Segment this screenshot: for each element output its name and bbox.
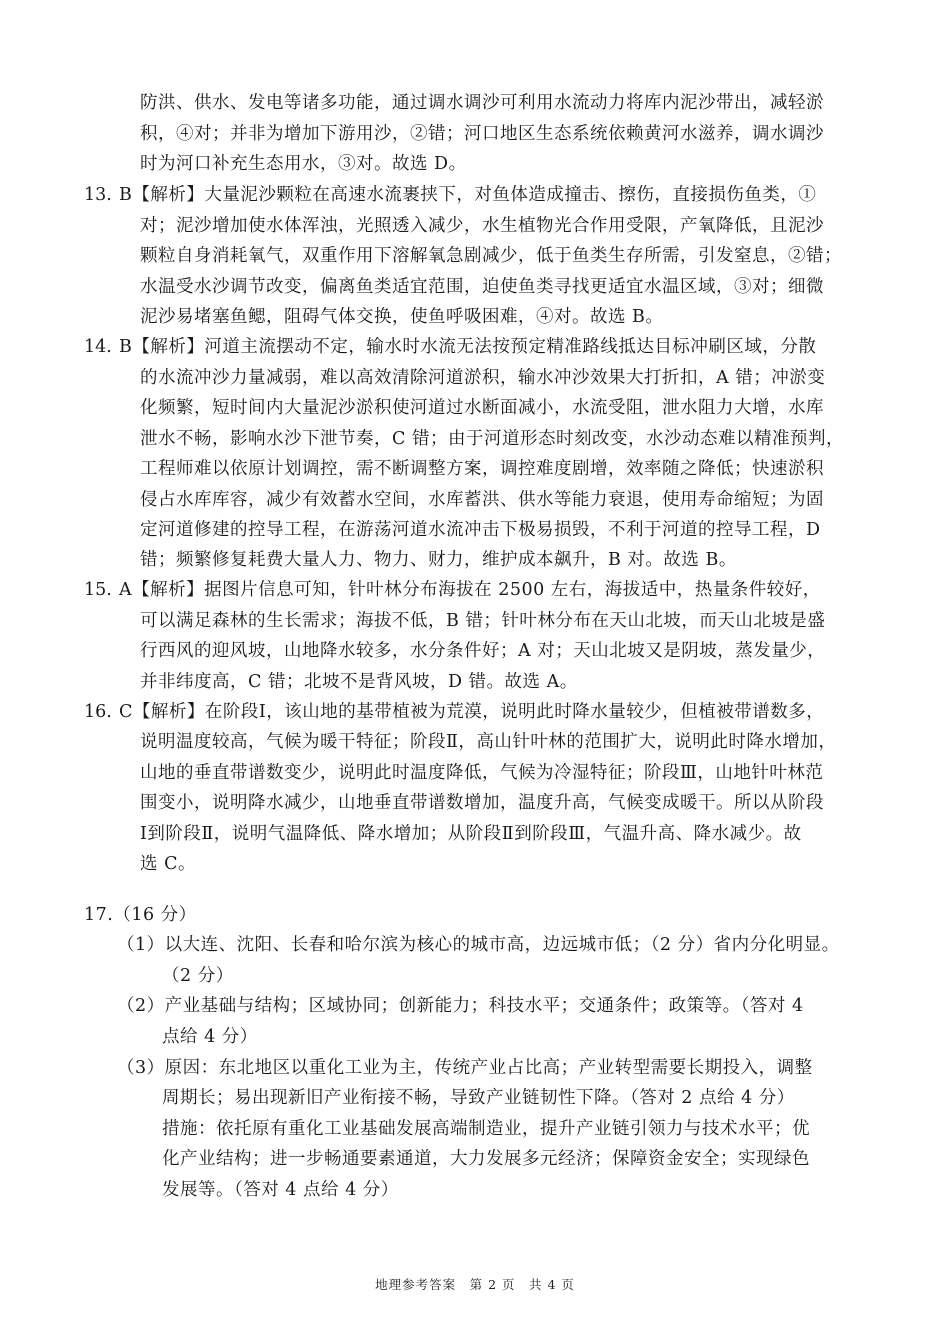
q17-part1-line-1: （1）以大连、沈阳、长春和哈尔滨为核心的城市高，边远城市低；（2 分）省内分化明显。: [117, 935, 840, 955]
q14-line-1: B【解析】河道主流摆动不定，输水时水流无法按预定精准路线抵达目标冲刷区域，分散: [119, 337, 817, 357]
q13-line-2: 对；泥沙增加使水体浑浊，光照透入减少，水生植物光合作用受限，产氧降低，且泥沙: [140, 216, 824, 236]
q13-line-3: 颗粒自身消耗氧气，双重作用下溶解氧急剧减少，低于鱼类生存所需，引发窒息，②错；: [140, 246, 842, 266]
q15-line-3: 行西风的迎风坡，山地降水较多，水分条件好；A 对；天山北坡又是阴坡，蒸发量少，: [140, 641, 826, 661]
q17-part1-line-2: （2 分）: [162, 966, 234, 986]
q14-line-8: 错；频繁修复耗费大量人力、物力、财力，维护成本飙升，B 对。故选 B。: [140, 550, 737, 570]
q14-line-4: 泄水不畅，影响水沙下泄节奏，C 错；由于河道形态时刻改变，水沙动态难以精准预判，: [140, 429, 844, 449]
q16-line-6: 选 C。: [140, 854, 196, 874]
q13-number: 13.: [84, 185, 112, 205]
q14-line-7: 定河道修建的控导工程，在游荡河道水流冲击下极易损毁，不利于河道的控导工程，D: [140, 520, 821, 540]
q13-line-1: B【解析】大量泥沙颗粒在高速水流裹挟下，对鱼体造成撞击、擦伤，直接损伤鱼类，①: [119, 185, 817, 205]
q12-line-3: 时为河口补充生态用水，③对。故选 D。: [140, 154, 467, 174]
q17-part3-line-1: （3）原因：东北地区以重化工业为主，传统产业占比高；产业转型需要长期投入，调整: [117, 1058, 813, 1078]
q15-line-1: A【解析】据图片信息可知，针叶林分布海拔在 2500 左右，海拔适中，热量条件较好，: [119, 580, 821, 600]
q13-line-4: 水温受水沙调节改变，偏离鱼类适宜范围，迫使鱼类寻找更适宜水温区域，③对；细微: [140, 277, 824, 297]
q14-line-3: 化频繁，短时间内大量泥沙淤积使河道过水断面减小，水流受阻，泄水阻力大增，水库: [140, 398, 824, 418]
q17-part3-line-5: 发展等。（答对 4 点给 4 分）: [162, 1180, 399, 1200]
q14-line-6: 侵占水库库容，减少有效蓄水空间，水库蓄洪、供水等能力衰退，使用寿命缩短；为固: [140, 490, 824, 510]
q15-line-2: 可以满足森林的生长需求；海拔不低，B 错；针叶林分布在天山北坡，而天山北坡是盛: [140, 611, 826, 631]
q17-part2-line-2: 点给 4 分）: [162, 1027, 258, 1047]
q16-line-3: 山地的垂直带谱数变少，说明此时温度降低，气候为冷湿特征；阶段Ⅲ，山地针叶林范: [140, 763, 824, 783]
q13-line-5: 泥沙易堵塞鱼鳃，阻碍气体交换，使鱼呼吸困难，④对。故选 B。: [140, 307, 664, 327]
q17-heading: 17.（16 分）: [84, 905, 197, 925]
q17-part3-line-2: 周期长；易出现新旧产业衔接不畅，导致产业链韧性下降。（答对 2 点给 4 分）: [162, 1088, 795, 1108]
q17-part3-line-3: 措施：依托原有重化工业基础发展高端制造业，提升产业链引领力与技术水平；优: [162, 1119, 810, 1139]
q16-line-5: Ⅰ到阶段Ⅱ，说明气温降低、降水增加；从阶段Ⅱ到阶段Ⅲ，气温升高、降水减少。故: [140, 824, 802, 844]
q17-part3-line-4: 化产业结构；进一步畅通要素通道，大力发展多元经济；保障资金安全；实现绿色: [162, 1149, 810, 1169]
q16-number: 16.: [84, 702, 112, 722]
q16-line-4: 围变小，说明降水减少，山地垂直带谱数增加，温度升高，气候变成暖干。所以从阶段: [140, 793, 824, 813]
page-footer: 地理参考答案 第 2 页 共 4 页: [375, 1277, 575, 1292]
q16-line-1: C【解析】在阶段Ⅰ，该山地的基带植被为荒漠，说明此时降水量较少，但植被带谱数多，: [119, 702, 825, 722]
q12-line-1: 防洪、供水、发电等诸多功能，通过调水调沙可利用水流动力将库内泥沙带出，减轻淤: [140, 93, 824, 113]
q14-line-5: 工程师难以依原计划调控，需不断调整方案，调控难度剧增，效率随之降低；快速淤积: [140, 459, 824, 479]
q14-line-2: 的水流冲沙力量减弱，难以高效清除河道淤积，输水冲沙效果大打折扣，A 错；冲淤变: [140, 368, 826, 388]
q16-line-2: 说明温度较高，气候为暖干特征；阶段Ⅱ，高山针叶林的范围扩大，说明此时降水增加，: [140, 732, 837, 752]
q15-line-4: 并非纬度高，C 错；北坡不是背风坡，D 错。故选 A。: [140, 672, 578, 692]
q15-number: 15.: [84, 580, 112, 600]
q12-line-2: 积，④对；并非为增加下游用沙，②错；河口地区生态系统依赖黄河水滋养，调水调沙: [140, 124, 824, 144]
q17-part2-line-1: （2）产业基础与结构；区域协同；创新能力；科技水平；交通条件；政策等。（答对 4: [117, 996, 804, 1016]
q14-number: 14.: [84, 337, 112, 357]
